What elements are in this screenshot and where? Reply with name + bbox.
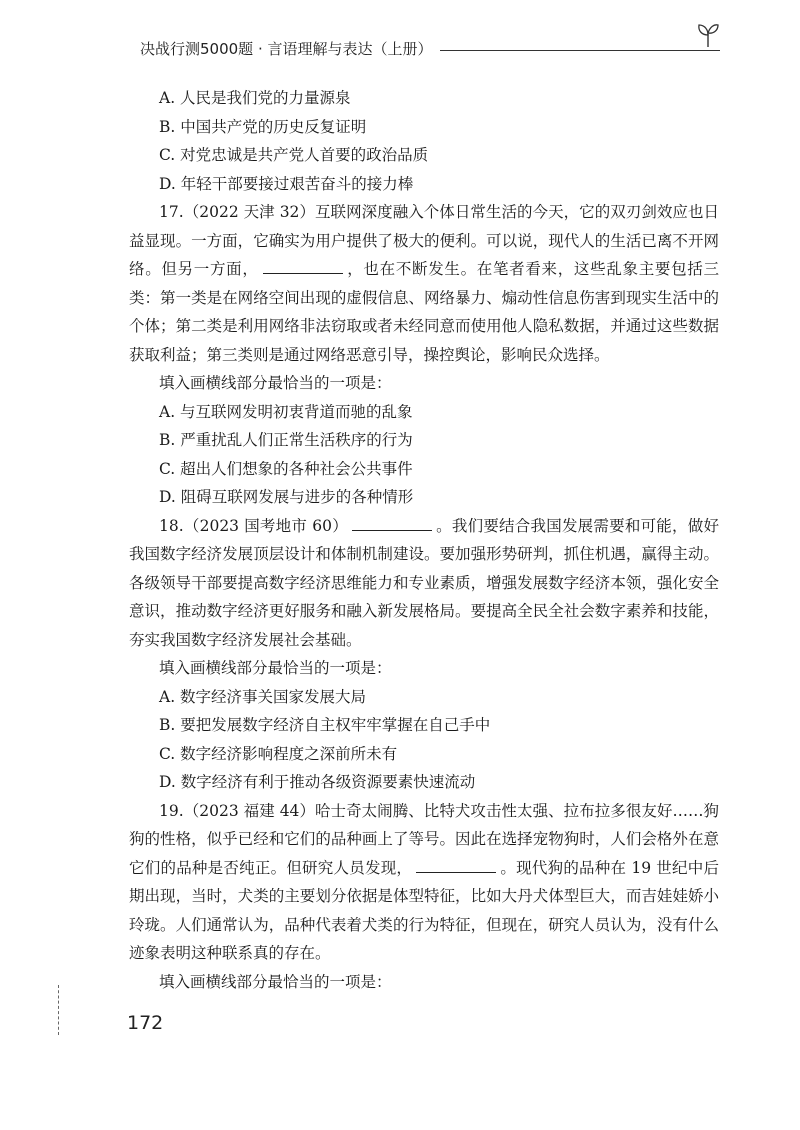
question-17-option-c: C. 超出人们想象的各种社会公共事件: [159, 459, 413, 478]
question-18-text-before: 18.（2023 国考地市 60）: [159, 516, 348, 535]
question-18-option-b: B. 要把发展数字经济自主权牢牢掌握在自己手中: [159, 716, 491, 734]
question-18-text-after: 。我们要结合我国发展需要和可能，做好我国数字经济发展顶层设计和体制机制建设。要加强形势研判，抓住机遇，赢得主动。各级领导干部要提高数字经济思维能力和专业素质，增强发展数字经济本领，强化安全意识，推动数字经济更好服务和融入新发展格局。要提高全民全社会数字素养和技能，夯实我国数字经济发展社会基础。: [129, 516, 719, 649]
question-18-option-d: D. 数字经济有利于推动各级资源要素快速流动: [159, 773, 476, 791]
answer-blank: [416, 857, 496, 873]
question-17-option-a: A. 与互联网发明初衷背道而驰的乱象: [159, 402, 413, 421]
option-b: B. 中国共产党的历史反复证明: [159, 117, 367, 136]
answer-blank: [352, 515, 432, 531]
option-c: C. 对党忠诚是共产党人首要的政治品质: [159, 146, 429, 164]
question-17-prompt: 填入画横线部分最恰当的一项是：: [159, 374, 392, 392]
header-rule: [440, 50, 720, 51]
page-number: 172: [127, 1012, 164, 1034]
question-17-option-d: D. 阻碍互联网发展与进步的各种情形: [159, 488, 414, 506]
page-content: [129, 84, 719, 996]
running-header: [140, 36, 720, 60]
option-d: D. 年轻干部要接过艰苦奋斗的接力棒: [159, 174, 414, 193]
binding-margin-mark: [58, 985, 60, 1035]
question-18-prompt: 填入画横线部分最恰当的一项是：: [159, 659, 392, 677]
question-19-stem: [129, 797, 719, 968]
question-19-text-before: 19.（2023 福建 44）哈士奇太闹腾、比特犬攻击性太强、拉布拉多很友好……狗狗的性格，似乎已经和它们的品种画上了等号。因此在选择宠物狗时，人们会格外在意它们的品种是否纯正。但研究人员发现，: [129, 801, 719, 877]
sprout-icon: [696, 22, 720, 48]
question-18-option-c: C. 数字经济影响程度之深前所未有: [159, 744, 398, 763]
question-19-prompt: 填入画横线部分最恰当的一项是：: [159, 972, 392, 991]
book-title: 决战行测5000题 · 言语理解与表达（上册）: [140, 39, 433, 58]
question-17-stem: [129, 198, 719, 369]
question-17-text-before: 17.（2022 天津 32）互联网深度融入个体日常生活的今天，它的双刃剑效应也日益显现。一方面，它确实为用户提供了极大的便利。可以说，现代人的生活已离不开网络。但另一方面，: [129, 203, 719, 278]
answer-blank: [263, 258, 343, 274]
option-a: A. 人民是我们党的力量源泉: [159, 89, 351, 107]
question-18-option-a: A. 数字经济事关国家发展大局: [159, 687, 367, 706]
question-17-option-b: B. 严重扰乱人们正常生活秩序的行为: [159, 431, 413, 449]
question-19-text-after: 。现代狗的品种在 19 世纪中后期出现，当时，犬类的主要划分依据是体型特征，比如大丹犬体型巨大，而吉娃娃娇小玲珑。人们通常认为，品种代表着犬类的行为特征，但现在，研究人员认为，没有什么迹象表明这种联系真的存在。: [129, 858, 719, 962]
question-18-stem: [129, 512, 719, 655]
question-17-text-after: ，也在不断发生。在笔者看来，这些乱象主要包括三类：第一类是在网络空间出现的虚假信息、网络暴力、煽动性信息伤害到现实生活中的个体；第二类是利用网络非法窃取或者未经同意而使用他人隐私数据，并通过这些数据获取利益；第三类则是通过网络恶意引导，操控舆论，影响民众选择。: [129, 260, 719, 364]
